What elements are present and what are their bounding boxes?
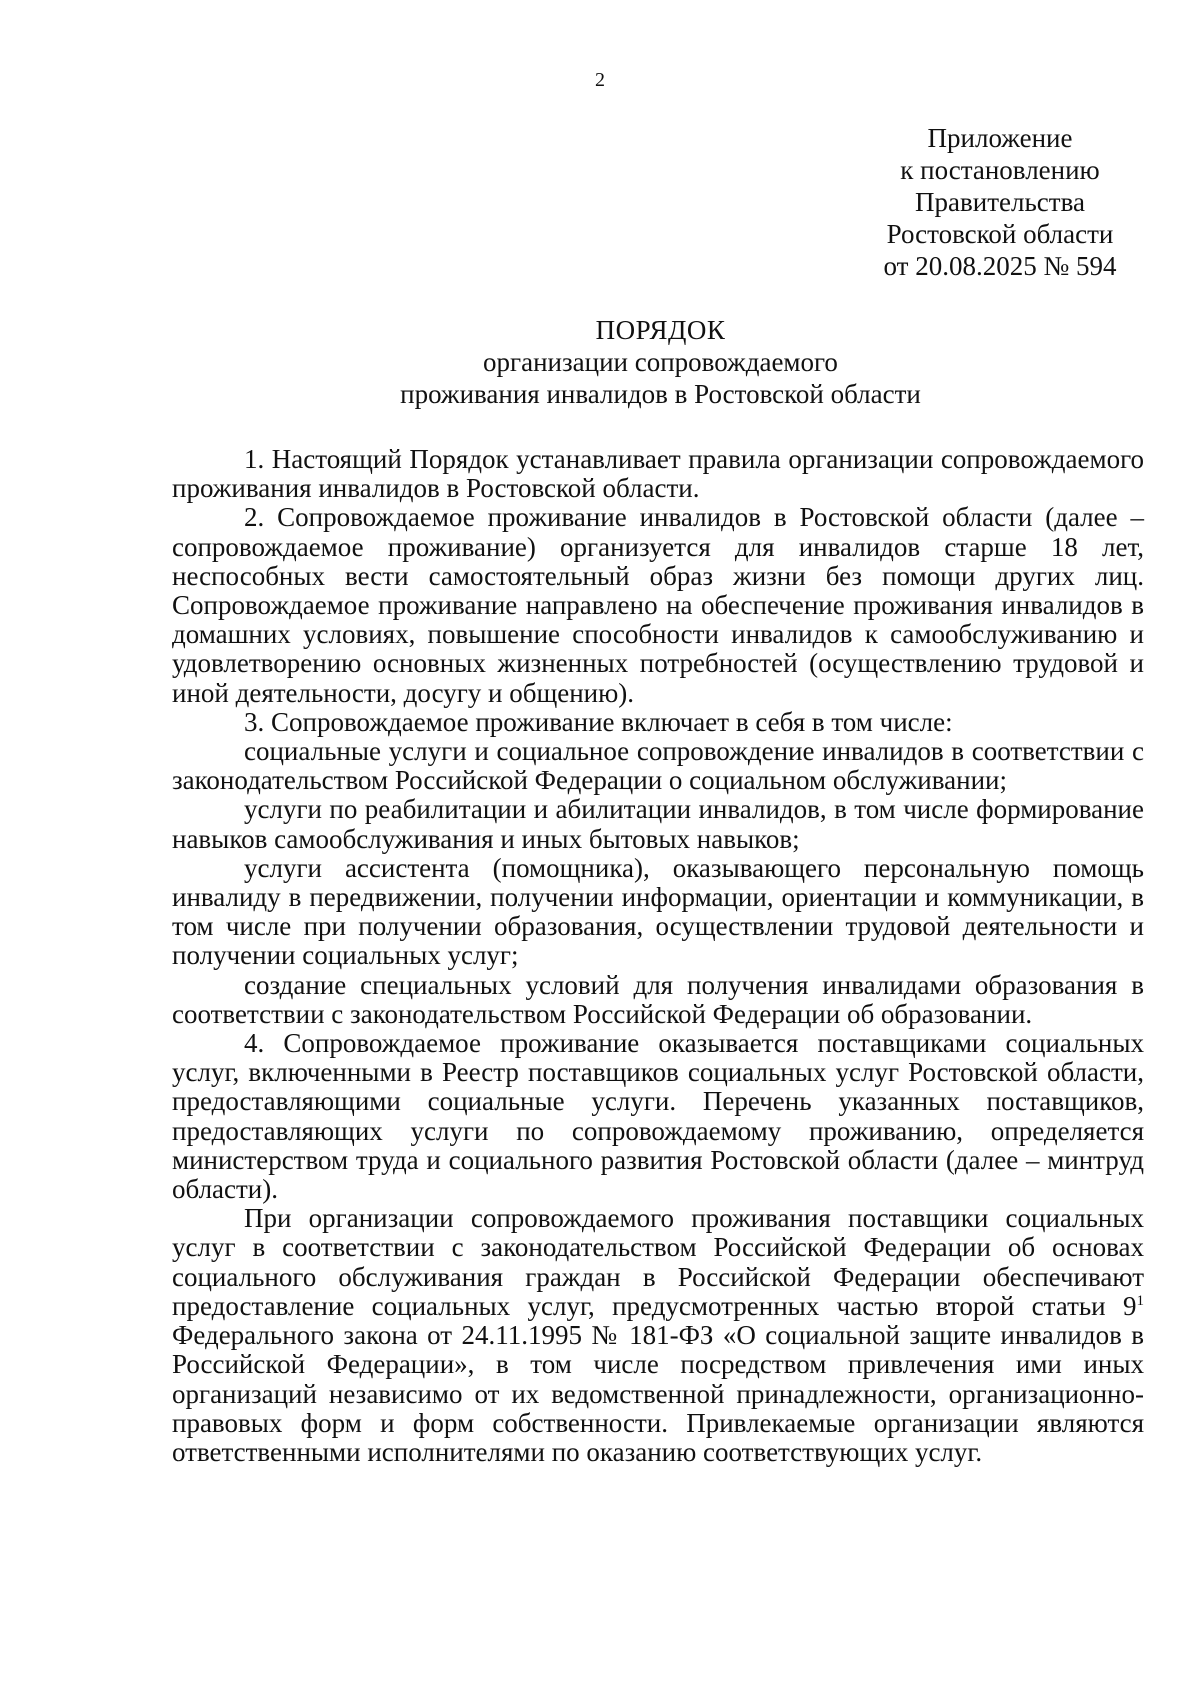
paragraph-2: 2. Сопровождаемое проживание инвалидов в Ростовской области (далее – сопровождаемое проживание) организуется для инвалидов старше 18 лет, неспособных вести самостоятельный образ жизни без помощи других лиц. Сопровождаемое проживание направлено на обеспечение проживания инвалидов в домашних условиях, повышение способности инвалидов к самообслуживанию и удовлетворению основных жизненных потребностей (осуществлению трудовой и иной деятельности, досугу и общению). xyxy=(172,502,1144,708)
document-title-block xyxy=(0,314,1200,410)
document-subtitle-line: организации сопровождаемого xyxy=(483,347,838,377)
appendix-line: Правительства xyxy=(915,187,1085,217)
appendix-line: Ростовской области xyxy=(886,219,1114,249)
list-item-assistant-services: услуги ассистента (помощника), оказывающего персональную помощь инвалиду в передвижении, получении информации, ориентации и коммуникации, в том числе при получении образования, осуществлении трудовой деятельности и получении социальных услуг; xyxy=(172,852,1144,971)
list-item-education-conditions: создание специальных условий для получения инвалидами образования в соответствии с законодательством Российской Федерации об образовании. xyxy=(172,969,1144,1029)
list-item-rehabilitation: услуги по реабилитации и абилитации инвалидов, в том числе формирование навыков самообслуживания и иных бытовых навыков; xyxy=(172,794,1144,854)
document-subtitle-line: проживания инвалидов в Ростовской области xyxy=(400,379,921,409)
paragraph-3: 3. Сопровождаемое проживание включает в себя в том числе: xyxy=(244,706,953,737)
paragraph-final-text-cont: Федерального закона от 24.11.1995 № 181-ФЗ «О социальной защите инвалидов в Российской Федерации», в том числе посредством привлечения ими иных организаций независимо от их ведомственной принадлежности, организационно-правовых форм и форм собственности. Привлекаемые организации являются ответственными исполнителями по оказанию соответствующих услуг. xyxy=(172,1320,1144,1467)
paragraph-final-text: При организации сопровождаемого проживания поставщики социальных услуг в соответствии с законодательством Российской Федерации об основах социального обслуживания граждан в Российской Федерации обеспечивают предоставление социальных услуг, предусмотренных частью второй статьи 9 xyxy=(172,1203,1144,1321)
document-body xyxy=(172,445,1144,1467)
appendix-line: к постановлению xyxy=(900,155,1100,185)
page-number: 2 xyxy=(595,69,605,91)
appendix-date-number: от 20.08.2025 № 594 xyxy=(883,251,1117,281)
paragraph-final xyxy=(172,1204,1144,1467)
appendix-line: Приложение xyxy=(927,123,1073,153)
appendix-header xyxy=(840,122,1160,282)
superscript-footnote: 1 xyxy=(1136,1292,1144,1309)
document-title: ПОРЯДОК xyxy=(595,315,726,345)
paragraph-4: 4. Сопровождаемое проживание оказывается поставщиками социальных услуг, включенными в Реестр поставщиков социальных услуг Ростовской области, предоставляющими социальные услуги. Перечень указанных поставщиков, предоставляющих услуги по сопровождаемому проживанию, определяется министерством труда и социального развития Ростовской области (далее – минтруд области). xyxy=(172,1028,1144,1205)
list-item-social-services: социальные услуги и социальное сопровождение инвалидов в соответствии с законодательством Российской Федерации о социальном обслуживании; xyxy=(172,736,1144,796)
paragraph-1: 1. Настоящий Порядок устанавливает правила организации сопровождаемого проживания инвалидов в Ростовской области. xyxy=(172,444,1144,504)
